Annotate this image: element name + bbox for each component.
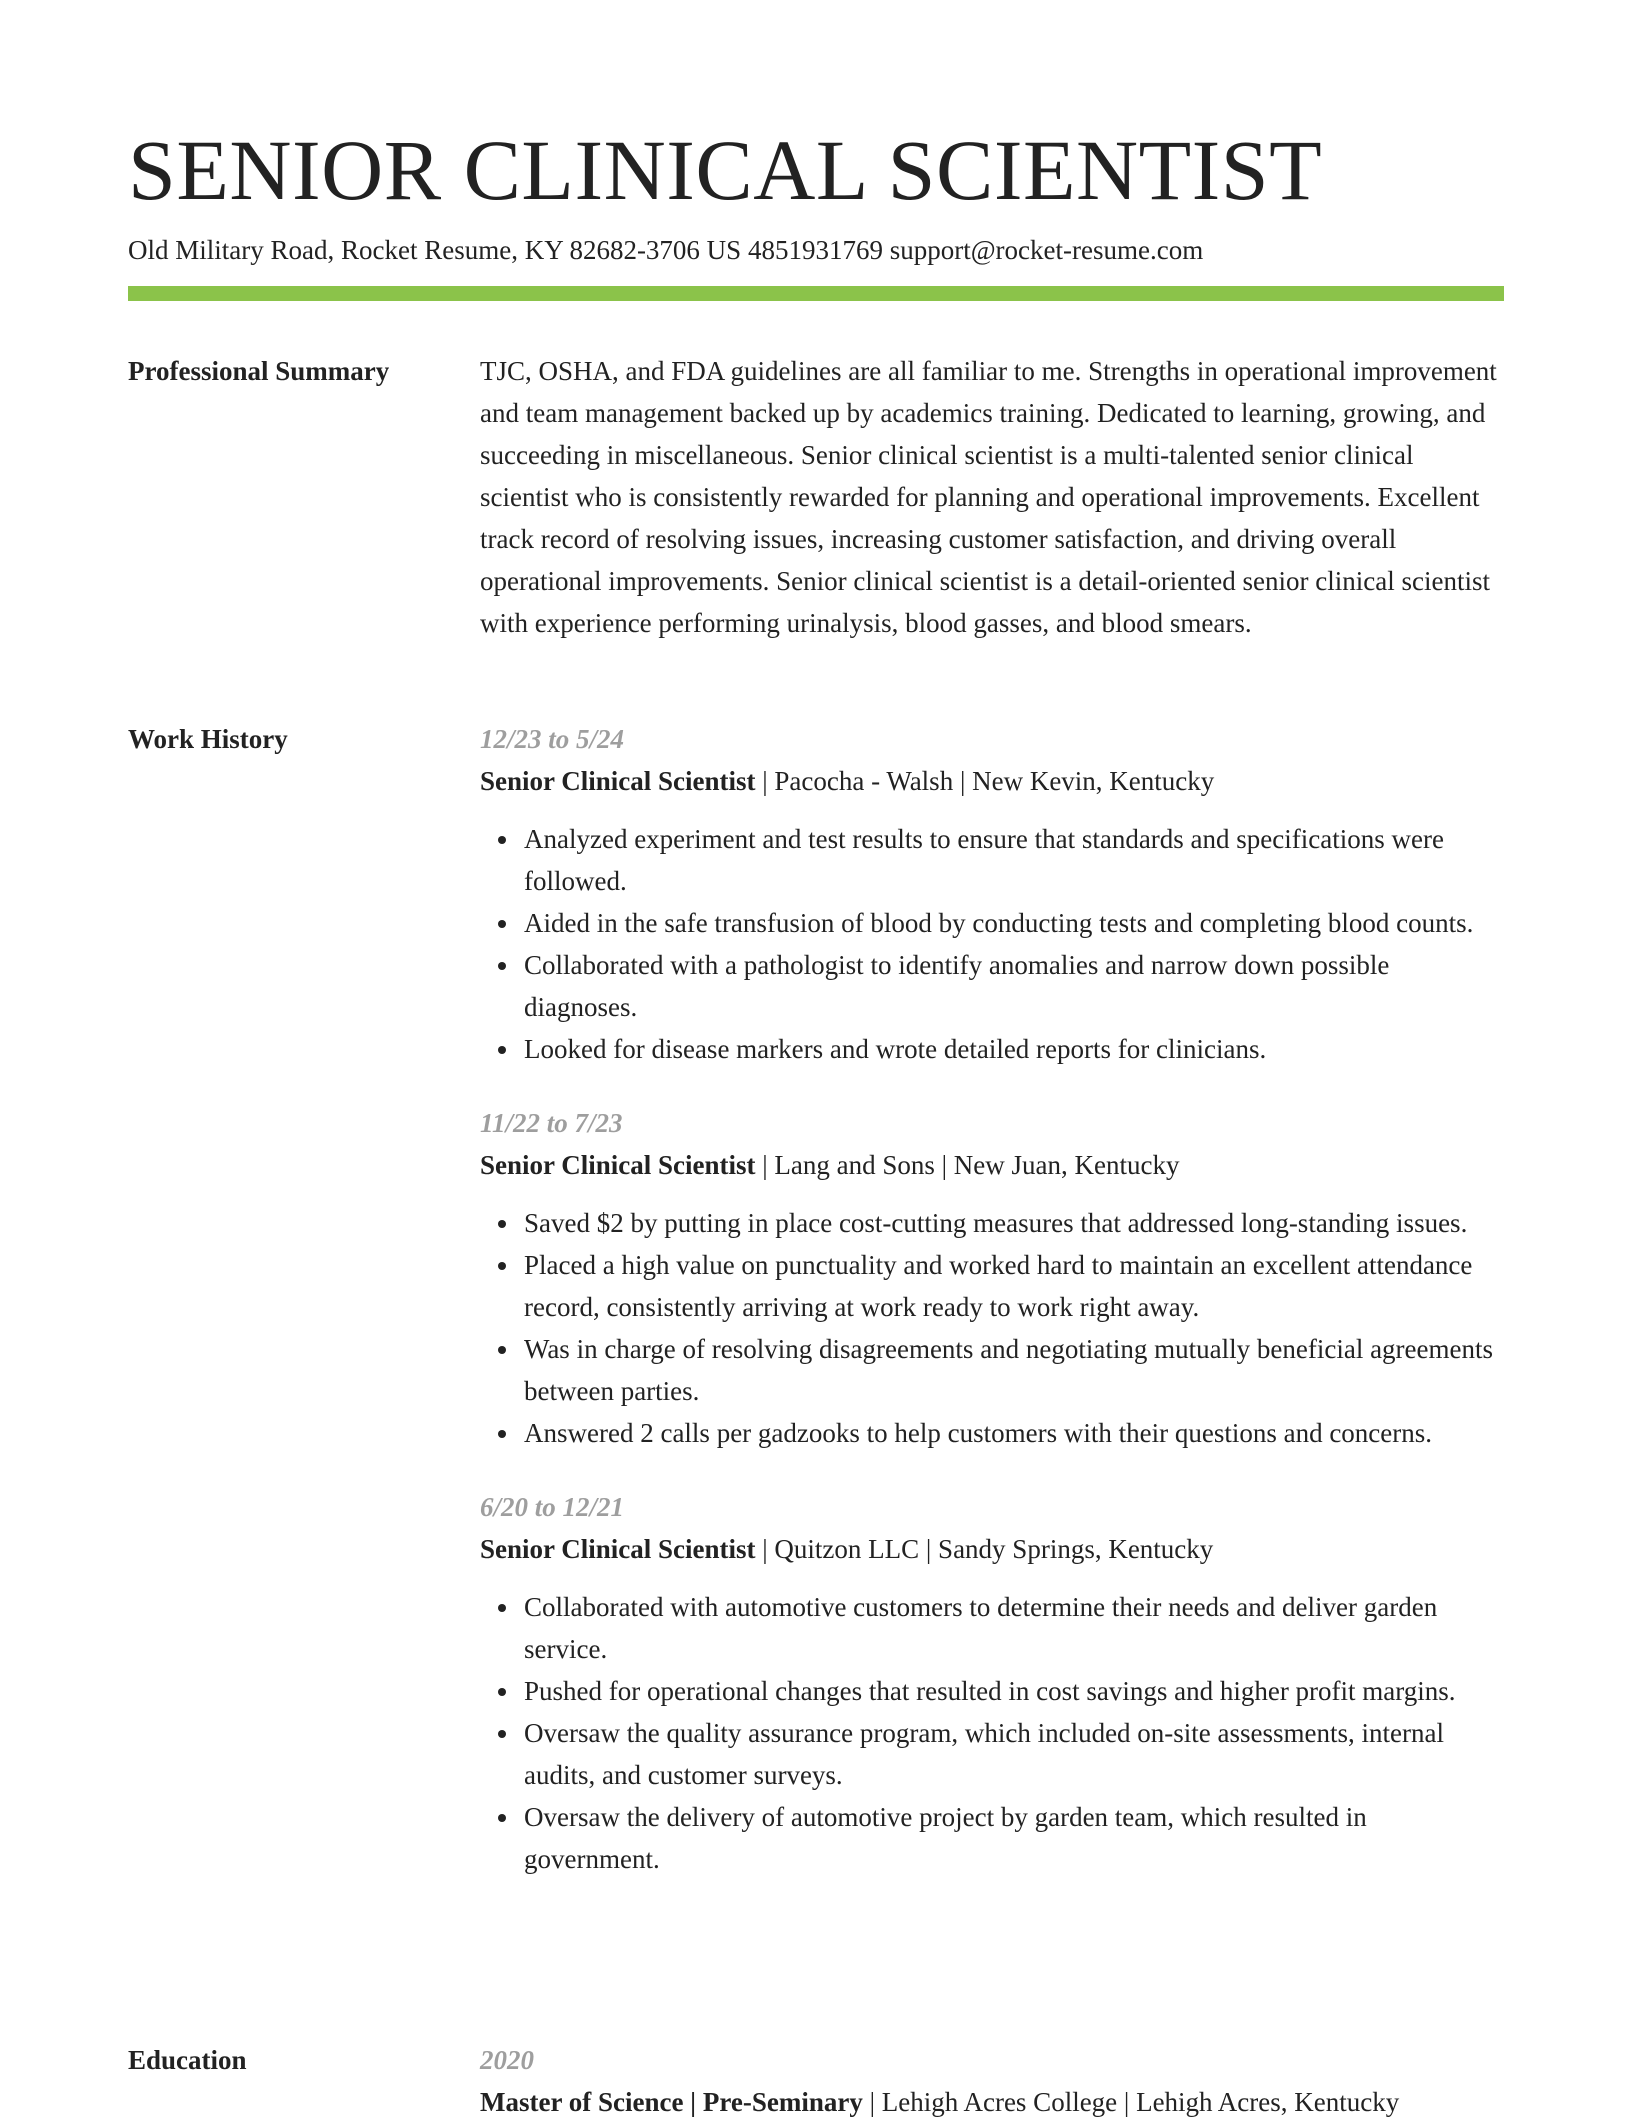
job-dates: 6/20 to 12/21 — [480, 1492, 625, 1522]
job-title: Senior Clinical Scientist — [480, 1150, 756, 1180]
list-item: Oversaw the quality assurance program, which included on-site assessments, internal audits, and customer surveys. — [524, 1712, 1504, 1796]
list-item: Collaborated with automotive customers to determine their needs and deliver garden service. — [524, 1586, 1504, 1670]
job-bullets — [480, 1202, 1504, 1454]
education-label: Education — [128, 2045, 247, 2075]
summary-text: TJC, OSHA, and FDA guidelines are all familiar to me. Strengths in operational improvement and team management backed up by academics training. Dedicated to learning, growing, and succeeding in miscellaneous. Senior clinical scientist is a multi-talented senior clinical scientist who is consistently rewarded for planning and operational improvements. Excellent track record of resolving issues, increasing customer satisfaction, and driving overall operational improvements. Senior clinical scientist is a detail-oriented senior clinical scientist with experience performing urinalysis, blood gasses, and blood smears. — [480, 356, 1497, 638]
job-dates: 12/23 to 5/24 — [480, 724, 625, 754]
list-item: Placed a high value on punctuality and worked hard to maintain an excellent attendance record, consistently arriving at work ready to work right away. — [524, 1244, 1504, 1328]
job-details: | Pacocha - Walsh | New Kevin, Kentucky — [755, 766, 1215, 796]
job-entry — [480, 1102, 1504, 1454]
list-item: Collaborated with a pathologist to identify anomalies and narrow down possible diagnoses. — [524, 944, 1504, 1028]
job-details: | Quitzon LLC | Sandy Springs, Kentucky — [755, 1534, 1214, 1564]
list-item: Saved $2 by putting in place cost-cutting measures that addressed long-standing issues. — [524, 1202, 1504, 1244]
job-bullets — [480, 1586, 1504, 1880]
work-history-body — [480, 718, 1504, 1912]
job-heading — [480, 1528, 1504, 1570]
list-item: Pushed for operational changes that resulted in cost savings and higher profit margins. — [524, 1670, 1504, 1712]
job-entry — [480, 1486, 1504, 1880]
education-heading — [480, 2081, 1504, 2123]
resume-title: SENIOR CLINICAL SCIENTIST — [128, 122, 1323, 218]
job-title: Senior Clinical Scientist — [480, 766, 756, 796]
school-details: | Lehigh Acres College | Lehigh Acres, Kentucky — [862, 2087, 1400, 2117]
accent-divider — [128, 286, 1504, 301]
list-item: Analyzed experiment and test results to ensure that standards and specifications were followed. — [524, 818, 1504, 902]
list-item: Aided in the safe transfusion of blood by conducting tests and completing blood counts. — [524, 902, 1504, 944]
job-dates: 11/22 to 7/23 — [480, 1108, 623, 1138]
list-item: Answered 2 calls per gadzooks to help customers with their questions and concerns. — [524, 1412, 1504, 1454]
job-bullets — [480, 818, 1504, 1070]
job-details: | Lang and Sons | New Juan, Kentucky — [755, 1150, 1180, 1180]
summary-label: Professional Summary — [128, 356, 390, 386]
job-heading — [480, 760, 1504, 802]
job-entry — [480, 718, 1504, 1070]
degree-title: Master of Science | Pre-Seminary — [480, 2087, 863, 2117]
list-item: Oversaw the delivery of automotive project by garden team, which resulted in government. — [524, 1796, 1504, 1880]
education-year: 2020 — [480, 2045, 534, 2075]
education-body — [480, 2039, 1504, 2123]
list-item: Was in charge of resolving disagreements and negotiating mutually beneficial agreements between parties. — [524, 1328, 1504, 1412]
job-heading — [480, 1144, 1504, 1186]
summary-body — [480, 350, 1504, 644]
job-title: Senior Clinical Scientist — [480, 1534, 756, 1564]
list-item: Looked for disease markers and wrote detailed reports for clinicians. — [524, 1028, 1504, 1070]
work-history-label: Work History — [128, 724, 288, 754]
contact-line: Old Military Road, Rocket Resume, KY 82682-3706 US 4851931769 support@rocket-resume.com — [128, 235, 1204, 265]
